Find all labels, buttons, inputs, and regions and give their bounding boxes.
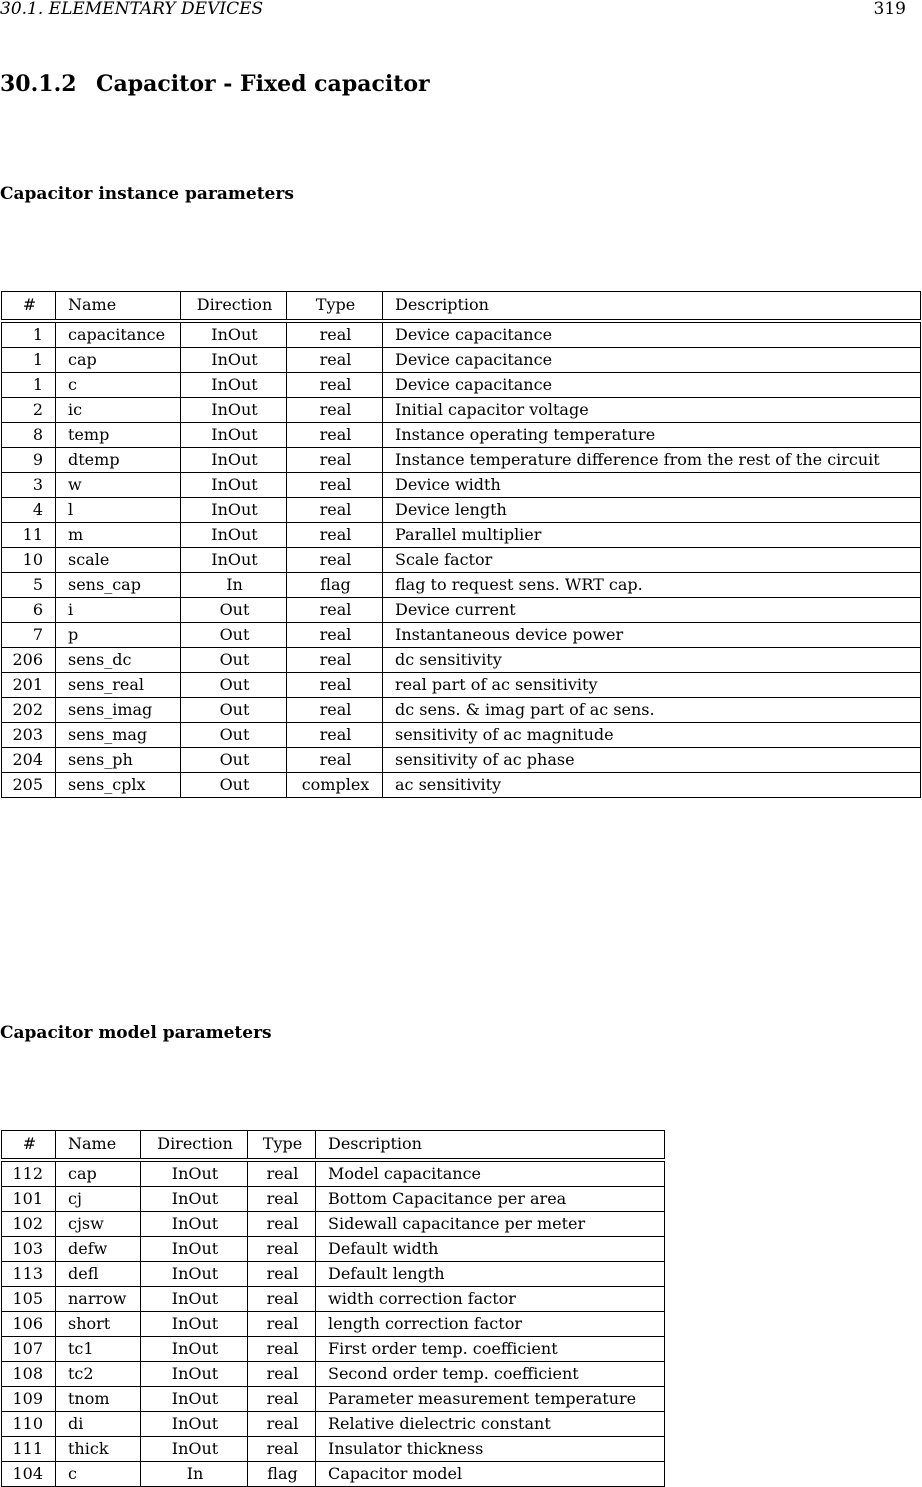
param-type-cell: real <box>248 1287 316 1312</box>
param-description-cell: sensitivity of ac magnitude <box>383 723 921 748</box>
param-type-cell: real <box>248 1412 316 1437</box>
param-description-cell: sensitivity of ac phase <box>383 748 921 773</box>
table-row <box>2 1337 665 1362</box>
table-row <box>2 1262 665 1287</box>
table-header-row <box>2 292 921 322</box>
section-heading <box>0 70 430 98</box>
running-head: 30.1. ELEMENTARY DEVICES <box>0 0 264 19</box>
param-type-cell: complex <box>287 773 383 798</box>
param-direction-cell: InOut <box>141 1160 248 1187</box>
param-name-cell: sens_ph <box>56 748 181 773</box>
table-row <box>2 1187 665 1212</box>
table-row <box>2 1412 665 1437</box>
param-direction-cell: InOut <box>141 1312 248 1337</box>
param-name-cell: scale <box>56 548 181 573</box>
param-description-cell: Instantaneous device power <box>383 623 921 648</box>
param-name-cell: m <box>56 523 181 548</box>
table-row <box>2 398 921 423</box>
param-direction-cell: In <box>181 573 287 598</box>
param-name-cell: dtemp <box>56 448 181 473</box>
param-number-cell: 4 <box>2 498 56 523</box>
param-number-cell: 205 <box>2 773 56 798</box>
param-name-cell: cj <box>56 1187 141 1212</box>
param-number-cell: 107 <box>2 1337 56 1362</box>
param-direction-cell: InOut <box>141 1212 248 1237</box>
column-header-number: # <box>2 1131 56 1161</box>
param-name-cell: cap <box>56 1160 141 1187</box>
model-parameters-body <box>2 1160 665 1487</box>
param-direction-cell: InOut <box>141 1187 248 1212</box>
param-number-cell: 2 <box>2 398 56 423</box>
param-direction-cell: InOut <box>181 498 287 523</box>
param-name-cell: capacitance <box>56 321 181 348</box>
param-description-cell: Default length <box>316 1262 665 1287</box>
table-row <box>2 373 921 398</box>
param-description-cell: Device width <box>383 473 921 498</box>
param-type-cell: real <box>287 623 383 648</box>
param-description-cell: Initial capacitor voltage <box>383 398 921 423</box>
param-type-cell: real <box>287 398 383 423</box>
param-direction-cell: InOut <box>141 1362 248 1387</box>
param-description-cell: First order temp. coefficient <box>316 1337 665 1362</box>
table-row <box>2 523 921 548</box>
param-type-cell: real <box>248 1160 316 1187</box>
param-direction-cell: Out <box>181 648 287 673</box>
param-name-cell: cap <box>56 348 181 373</box>
param-direction-cell: InOut <box>181 398 287 423</box>
param-description-cell: Device capacitance <box>383 321 921 348</box>
param-direction-cell: InOut <box>141 1262 248 1287</box>
param-number-cell: 108 <box>2 1362 56 1387</box>
table-row <box>2 598 921 623</box>
param-type-cell: flag <box>248 1462 316 1487</box>
param-name-cell: l <box>56 498 181 523</box>
instance-parameters-table <box>1 291 921 798</box>
column-header-description: Description <box>316 1131 665 1161</box>
table-row <box>2 673 921 698</box>
param-number-cell: 9 <box>2 448 56 473</box>
param-description-cell: Scale factor <box>383 548 921 573</box>
table-row <box>2 321 921 348</box>
param-type-cell: real <box>287 673 383 698</box>
table-header-row <box>2 1131 665 1161</box>
param-description-cell: dc sens. & imag part of ac sens. <box>383 698 921 723</box>
table-row <box>2 1160 665 1187</box>
table-row <box>2 423 921 448</box>
param-direction-cell: InOut <box>141 1387 248 1412</box>
table-row <box>2 473 921 498</box>
param-number-cell: 1 <box>2 348 56 373</box>
param-name-cell: sens_imag <box>56 698 181 723</box>
param-direction-cell: InOut <box>181 448 287 473</box>
column-header-direction: Direction <box>181 292 287 322</box>
param-name-cell: sens_dc <box>56 648 181 673</box>
param-name-cell: defw <box>56 1237 141 1262</box>
table-row <box>2 773 921 798</box>
param-number-cell: 110 <box>2 1412 56 1437</box>
param-number-cell: 204 <box>2 748 56 773</box>
param-description-cell: Insulator thickness <box>316 1437 665 1462</box>
param-number-cell: 3 <box>2 473 56 498</box>
param-number-cell: 203 <box>2 723 56 748</box>
param-type-cell: real <box>287 448 383 473</box>
param-number-cell: 202 <box>2 698 56 723</box>
param-type-cell: real <box>287 698 383 723</box>
param-direction-cell: InOut <box>181 473 287 498</box>
param-direction-cell: In <box>141 1462 248 1487</box>
param-direction-cell: InOut <box>141 1237 248 1262</box>
param-name-cell: tnom <box>56 1387 141 1412</box>
column-header-description: Description <box>383 292 921 322</box>
param-direction-cell: Out <box>181 723 287 748</box>
column-header-number: # <box>2 292 56 322</box>
param-direction-cell: Out <box>181 598 287 623</box>
param-description-cell: real part of ac sensitivity <box>383 673 921 698</box>
param-name-cell: c <box>56 1462 141 1487</box>
param-type-cell: real <box>287 321 383 348</box>
table-row <box>2 348 921 373</box>
param-description-cell: Device current <box>383 598 921 623</box>
param-direction-cell: InOut <box>141 1437 248 1462</box>
param-name-cell: di <box>56 1412 141 1437</box>
table-row <box>2 1212 665 1237</box>
column-header-type: Type <box>287 292 383 322</box>
param-name-cell: sens_cplx <box>56 773 181 798</box>
param-type-cell: real <box>248 1262 316 1287</box>
column-header-direction: Direction <box>141 1131 248 1161</box>
param-description-cell: Model capacitance <box>316 1160 665 1187</box>
param-number-cell: 101 <box>2 1187 56 1212</box>
instance-parameters-heading: Capacitor instance parameters <box>0 184 294 204</box>
param-number-cell: 8 <box>2 423 56 448</box>
param-description-cell: Capacitor model <box>316 1462 665 1487</box>
param-type-cell: real <box>248 1237 316 1262</box>
param-name-cell: cjsw <box>56 1212 141 1237</box>
param-description-cell: Instance operating temperature <box>383 423 921 448</box>
param-name-cell: tc2 <box>56 1362 141 1387</box>
param-description-cell: Device capacitance <box>383 373 921 398</box>
param-direction-cell: Out <box>181 623 287 648</box>
param-type-cell: real <box>287 348 383 373</box>
param-name-cell: sens_cap <box>56 573 181 598</box>
param-direction-cell: InOut <box>141 1337 248 1362</box>
param-description-cell: length correction factor <box>316 1312 665 1337</box>
table-row <box>2 548 921 573</box>
param-type-cell: real <box>287 498 383 523</box>
column-header-type: Type <box>248 1131 316 1161</box>
table-row <box>2 1387 665 1412</box>
table-row <box>2 698 921 723</box>
table-row <box>2 1287 665 1312</box>
model-parameters-heading: Capacitor model parameters <box>0 1023 272 1043</box>
param-direction-cell: InOut <box>181 523 287 548</box>
param-description-cell: Device length <box>383 498 921 523</box>
column-header-name: Name <box>56 1131 141 1161</box>
param-name-cell: thick <box>56 1437 141 1462</box>
table-row <box>2 448 921 473</box>
param-direction-cell: InOut <box>181 373 287 398</box>
param-name-cell: p <box>56 623 181 648</box>
param-description-cell: Default width <box>316 1237 665 1262</box>
param-direction-cell: InOut <box>181 348 287 373</box>
param-description-cell: Device capacitance <box>383 348 921 373</box>
table-row <box>2 1437 665 1462</box>
param-type-cell: real <box>248 1387 316 1412</box>
table-row <box>2 1312 665 1337</box>
param-direction-cell: Out <box>181 673 287 698</box>
table-row <box>2 1362 665 1387</box>
param-name-cell: i <box>56 598 181 623</box>
model-parameters-table <box>1 1130 665 1487</box>
param-number-cell: 7 <box>2 623 56 648</box>
column-header-name: Name <box>56 292 181 322</box>
param-description-cell: Parameter measurement temperature <box>316 1387 665 1412</box>
table-row <box>2 723 921 748</box>
param-description-cell: Bottom Capacitance per area <box>316 1187 665 1212</box>
param-number-cell: 1 <box>2 373 56 398</box>
param-name-cell: short <box>56 1312 141 1337</box>
table-row <box>2 648 921 673</box>
param-name-cell: narrow <box>56 1287 141 1312</box>
param-type-cell: real <box>248 1362 316 1387</box>
param-direction-cell: InOut <box>181 423 287 448</box>
param-type-cell: real <box>287 373 383 398</box>
table-row <box>2 1462 665 1487</box>
param-description-cell: Instance temperature difference from the rest of the circuit <box>383 448 921 473</box>
param-description-cell: Relative dielectric constant <box>316 1412 665 1437</box>
page-number: 319 <box>873 0 906 19</box>
param-type-cell: real <box>287 523 383 548</box>
param-number-cell: 11 <box>2 523 56 548</box>
param-direction-cell: InOut <box>181 321 287 348</box>
param-number-cell: 104 <box>2 1462 56 1487</box>
param-number-cell: 102 <box>2 1212 56 1237</box>
param-number-cell: 10 <box>2 548 56 573</box>
param-number-cell: 206 <box>2 648 56 673</box>
param-type-cell: real <box>287 473 383 498</box>
param-type-cell: real <box>287 598 383 623</box>
param-direction-cell: InOut <box>181 548 287 573</box>
param-name-cell: sens_real <box>56 673 181 698</box>
param-direction-cell: InOut <box>141 1412 248 1437</box>
param-direction-cell: Out <box>181 773 287 798</box>
param-type-cell: real <box>287 748 383 773</box>
param-type-cell: real <box>248 1337 316 1362</box>
param-number-cell: 112 <box>2 1160 56 1187</box>
param-number-cell: 113 <box>2 1262 56 1287</box>
table-row <box>2 573 921 598</box>
param-name-cell: temp <box>56 423 181 448</box>
table-row <box>2 748 921 773</box>
param-name-cell: w <box>56 473 181 498</box>
param-type-cell: real <box>248 1312 316 1337</box>
param-number-cell: 103 <box>2 1237 56 1262</box>
param-direction-cell: Out <box>181 698 287 723</box>
param-name-cell: sens_mag <box>56 723 181 748</box>
instance-parameters-body <box>2 321 921 798</box>
table-row <box>2 1237 665 1262</box>
param-type-cell: real <box>248 1187 316 1212</box>
param-description-cell: Parallel multiplier <box>383 523 921 548</box>
param-number-cell: 111 <box>2 1437 56 1462</box>
param-type-cell: real <box>287 423 383 448</box>
param-type-cell: real <box>248 1212 316 1237</box>
param-name-cell: ic <box>56 398 181 423</box>
table-row <box>2 498 921 523</box>
param-description-cell: Sidewall capacitance per meter <box>316 1212 665 1237</box>
param-type-cell: real <box>287 548 383 573</box>
param-description-cell: width correction factor <box>316 1287 665 1312</box>
param-type-cell: real <box>287 648 383 673</box>
param-number-cell: 106 <box>2 1312 56 1337</box>
param-type-cell: real <box>287 723 383 748</box>
param-name-cell: c <box>56 373 181 398</box>
table-row <box>2 623 921 648</box>
param-type-cell: real <box>248 1437 316 1462</box>
param-description-cell: Second order temp. coefficient <box>316 1362 665 1387</box>
param-number-cell: 1 <box>2 321 56 348</box>
param-description-cell: flag to request sens. WRT cap. <box>383 573 921 598</box>
param-number-cell: 109 <box>2 1387 56 1412</box>
param-description-cell: ac sensitivity <box>383 773 921 798</box>
param-direction-cell: Out <box>181 748 287 773</box>
param-direction-cell: InOut <box>141 1287 248 1312</box>
section-number: 30.1.2 <box>0 71 77 97</box>
param-number-cell: 201 <box>2 673 56 698</box>
param-number-cell: 6 <box>2 598 56 623</box>
param-number-cell: 5 <box>2 573 56 598</box>
section-title: Capacitor - Fixed capacitor <box>96 71 430 97</box>
param-type-cell: flag <box>287 573 383 598</box>
param-description-cell: dc sensitivity <box>383 648 921 673</box>
param-name-cell: defl <box>56 1262 141 1287</box>
param-name-cell: tc1 <box>56 1337 141 1362</box>
param-number-cell: 105 <box>2 1287 56 1312</box>
